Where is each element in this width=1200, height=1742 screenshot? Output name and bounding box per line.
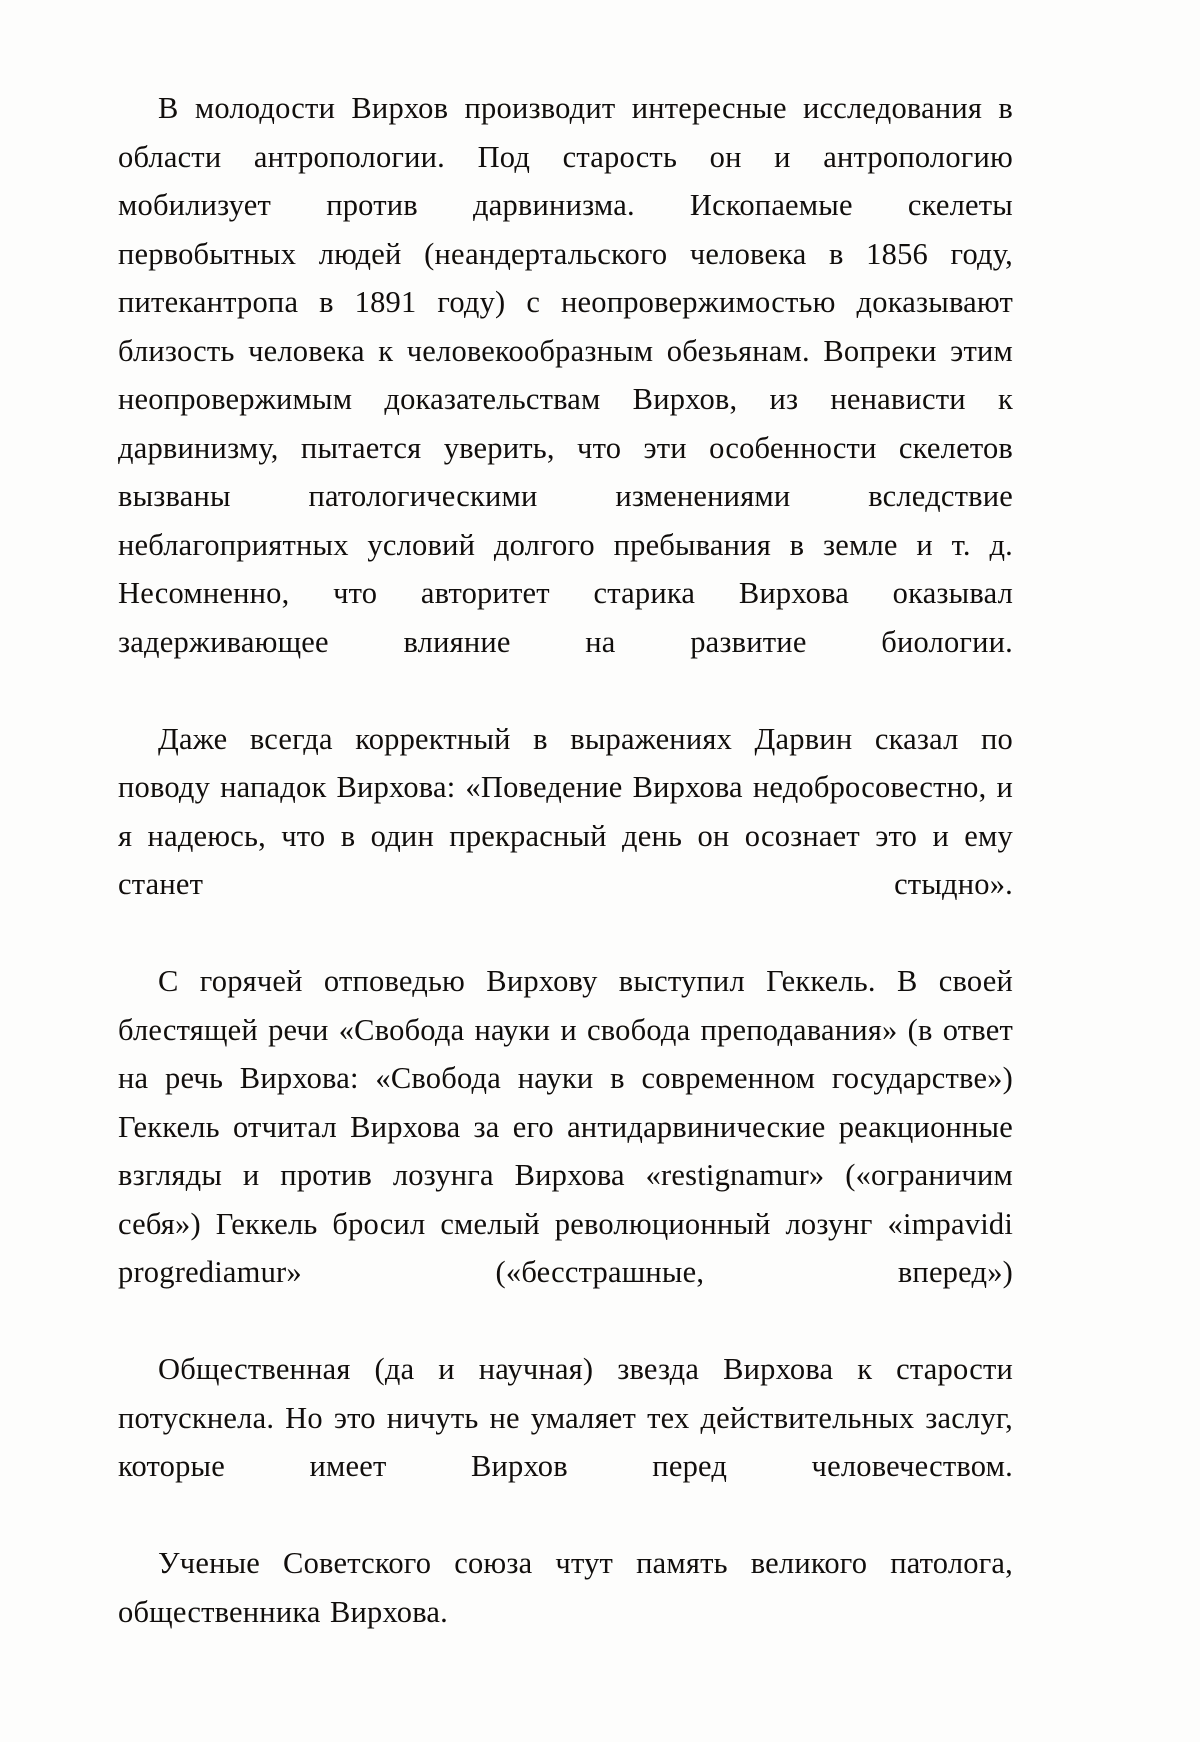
- paragraph-4: Общественная (да и научная) звезда Вирхова к старости потускнела. Но это ничуть не умаляет тех действительных заслуг, которые имеет Вирхов перед человечеством.: [118, 1352, 1013, 1483]
- body-text-column: [118, 84, 1013, 1636]
- paragraph-2: Даже всегда корректный в выражениях Дарвин сказал по поводу нападок Вирхова: «Поведение Вирхова недобросовестно, и я надеюсь, что в один прекрасный день он осознает это и ему станет стыдно».: [118, 721, 1013, 901]
- paragraph-5: Ученые Советского союза чтут память великого патолога, общественника Вирхова.: [118, 1546, 1013, 1629]
- paragraph-3: С горячей отповедью Вирхову выступил Геккель. В своей блестящей речи «Свобода науки и свобода преподавания» (в ответ на речь Вирхова: «Свобода науки в современном государстве») Геккель отчитал Вирхова за его антидарвинические реакционные взгляды и против лозунга Вирхова «restignamur» («ограничим себя») Геккель бросил смелый революционный лозунг «impavidi progrediamur» («бесстрашные, вперед»): [118, 964, 1013, 1289]
- paragraph-1: В молодости Вирхов производит интересные исследования в области антропологии. Под старость он и антропологию мобилизует против дарвинизма. Ископаемые скелеты первобытных людей (неандертальского человека в 1856 году, питекантропа в 1891 году) с неопровержимостью доказывают близость человека к человекообразным обезьянам. Вопреки этим неопровержимым доказательствам Вирхов, из ненависти к дарвинизму, пытается уверить, что эти особенности скелетов вызваны патологическими изменениями вследствие неблагоприятных условий долгого пребывания в земле и т. д. Несомненно, что авторитет старика Вирхова оказывал задерживающее влияние на развитие биологии.: [118, 91, 1013, 659]
